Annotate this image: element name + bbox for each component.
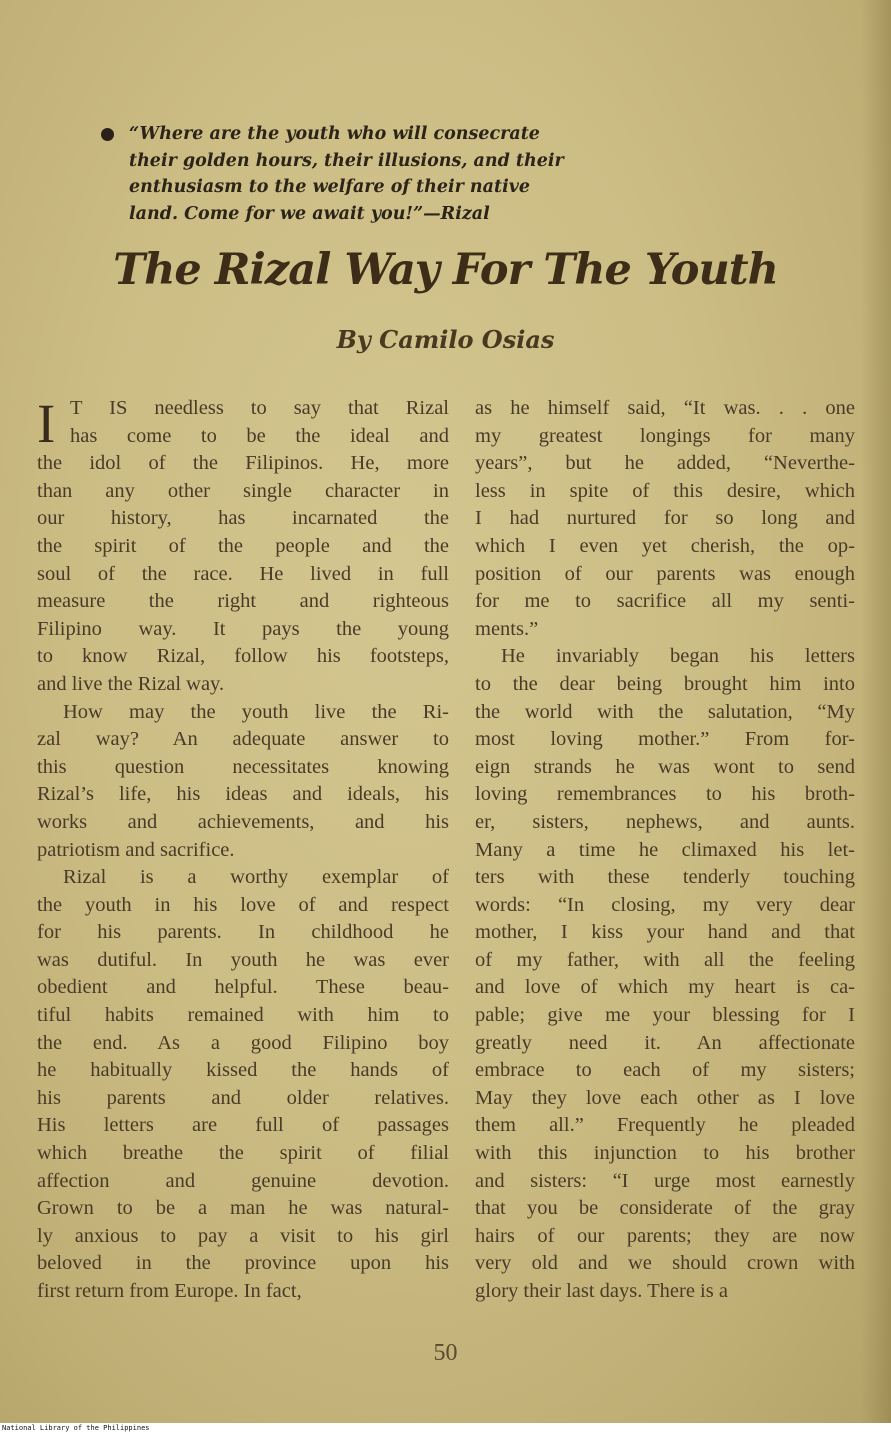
text-line: to know Rizal, follow his footsteps, [37,645,449,668]
text-line: for me to sacrifice all my senti- [475,590,855,613]
text-line: Filipino way. It pays the young [37,617,449,640]
text-line: my greatest longings for many [475,424,855,447]
text-line: He invariably began his letters [501,645,855,668]
text-line: Rizal is a worthy exemplar of [63,866,449,889]
text-line: His letters are full of passages [37,1114,449,1137]
text-line: most loving mother.” From for- [475,728,855,751]
text-line: hairs of our parents; they are now [475,1224,855,1247]
text-line: position of our parents was enough [475,562,855,585]
text-line: works and achievements, and his [37,810,449,833]
text-line: and live the Rizal way. [37,672,225,695]
text-line: his parents and older relatives. [37,1086,449,1109]
text-line: How may the youth live the Ri- [63,700,449,723]
text-line: ments.” [475,617,539,640]
text-line: as he himself said, “It was. . . one [475,397,855,419]
text-line: greatly need it. An affectionate [475,1031,855,1054]
library-footer: National Library of the Philippines [2,1424,150,1432]
quote-line: enthusiasm to the welfare of their native [129,177,531,197]
text-line: patriotism and sacrifice. [37,838,235,861]
text-line: soul of the race. He lived in full [37,562,449,585]
text-line: mother, I kiss your hand and that [475,921,855,944]
text-line: beloved in the province upon his [37,1252,449,1275]
text-line: eign strands he was wont to send [475,755,855,778]
text-line: loving remembrances to his broth- [475,783,855,806]
text-line: obedient and helpful. These beau- [37,976,449,999]
text-line: glory their last days. There is a [475,1280,728,1302]
text-line: than any other single character in [37,479,449,502]
text-line: embrace to each of my sisters; [475,1059,855,1082]
text-line: the spirit of the people and the [37,534,449,557]
text-line: our history, has incarnated the [37,507,449,530]
text-line: T IS needless to say that Rizal [70,397,449,419]
text-line: which I even yet cherish, the op- [475,534,855,557]
quote-line: land. Come for we await you!”—Rizal [129,203,490,224]
text-line: was dutiful. In youth he was ever [37,948,449,971]
text-line: has come to be the ideal and [70,424,449,447]
text-line: pable; give me your blessing for I [475,1004,855,1027]
text-line: words: “In closing, my very dear [475,893,855,916]
quote-line: “Where are the youth who will consecrate [129,124,540,144]
text-line: and sisters: “I urge most earnestly [475,1169,855,1192]
text-line: the end. As a good Filipino boy [37,1031,449,1054]
text-line: very old and we should crown with [475,1252,855,1275]
text-line: the idol of the Filipinos. He, more [37,452,449,475]
text-line: of my father, with all the feeling [475,948,855,971]
text-line: which breathe the spirit of filial [37,1142,449,1165]
text-line: first return from Europe. In fact, [37,1280,302,1302]
text-line: years”, but he added, “Neverthe- [475,452,855,475]
text-line: ters with these tenderly touching [475,866,855,889]
text-line: that you be considerate of the gray [475,1197,855,1220]
drop-cap: I [37,393,56,454]
text-line: measure the right and righteous [37,590,449,613]
text-line: Rizal’s life, his ideas and ideals, his [37,783,449,806]
article-title: The Rizal Way For The Youth [113,245,778,295]
text-line: the youth in his love of and respect [37,893,449,916]
text-line: Many a time he climaxed his let- [475,838,855,861]
text-line: ly anxious to pay a visit to his girl [37,1224,449,1247]
text-line: er, sisters, nephews, and aunts. [475,810,855,833]
text-line: them all.” Frequently he pleaded [475,1114,855,1137]
quote-line: their golden hours, their illusions, and their [129,150,564,171]
article-byline: By Camilo Osias [336,325,555,354]
text-line: the world with the salutation, “My [475,700,855,723]
text-line: with this injunction to his brother [475,1142,855,1165]
text-line: and love of which my heart is ca- [475,976,855,999]
text-line: May they love each other as I love [475,1086,855,1109]
page-number: 50 [433,1340,458,1366]
text-line: he habitually kissed the hands of [37,1059,449,1082]
bullet-icon [101,128,114,141]
text-line: to the dear being brought him into [475,672,855,695]
text-line: less in spite of this desire, which [475,479,855,502]
text-line: zal way? An adequate answer to [37,728,449,751]
text-line: I had nurtured for so long and [475,507,855,530]
text-line: this question necessitates knowing [37,755,449,778]
text-line: Grown to be a man he was natural- [37,1197,449,1220]
text-line: for his parents. In childhood he [37,921,449,944]
left-column [37,395,449,1306]
text-line: affection and genuine devotion. [37,1169,449,1192]
text-line: tiful habits remained with him to [37,1004,449,1027]
epigraph-quote [103,121,583,227]
right-column [475,395,855,1306]
